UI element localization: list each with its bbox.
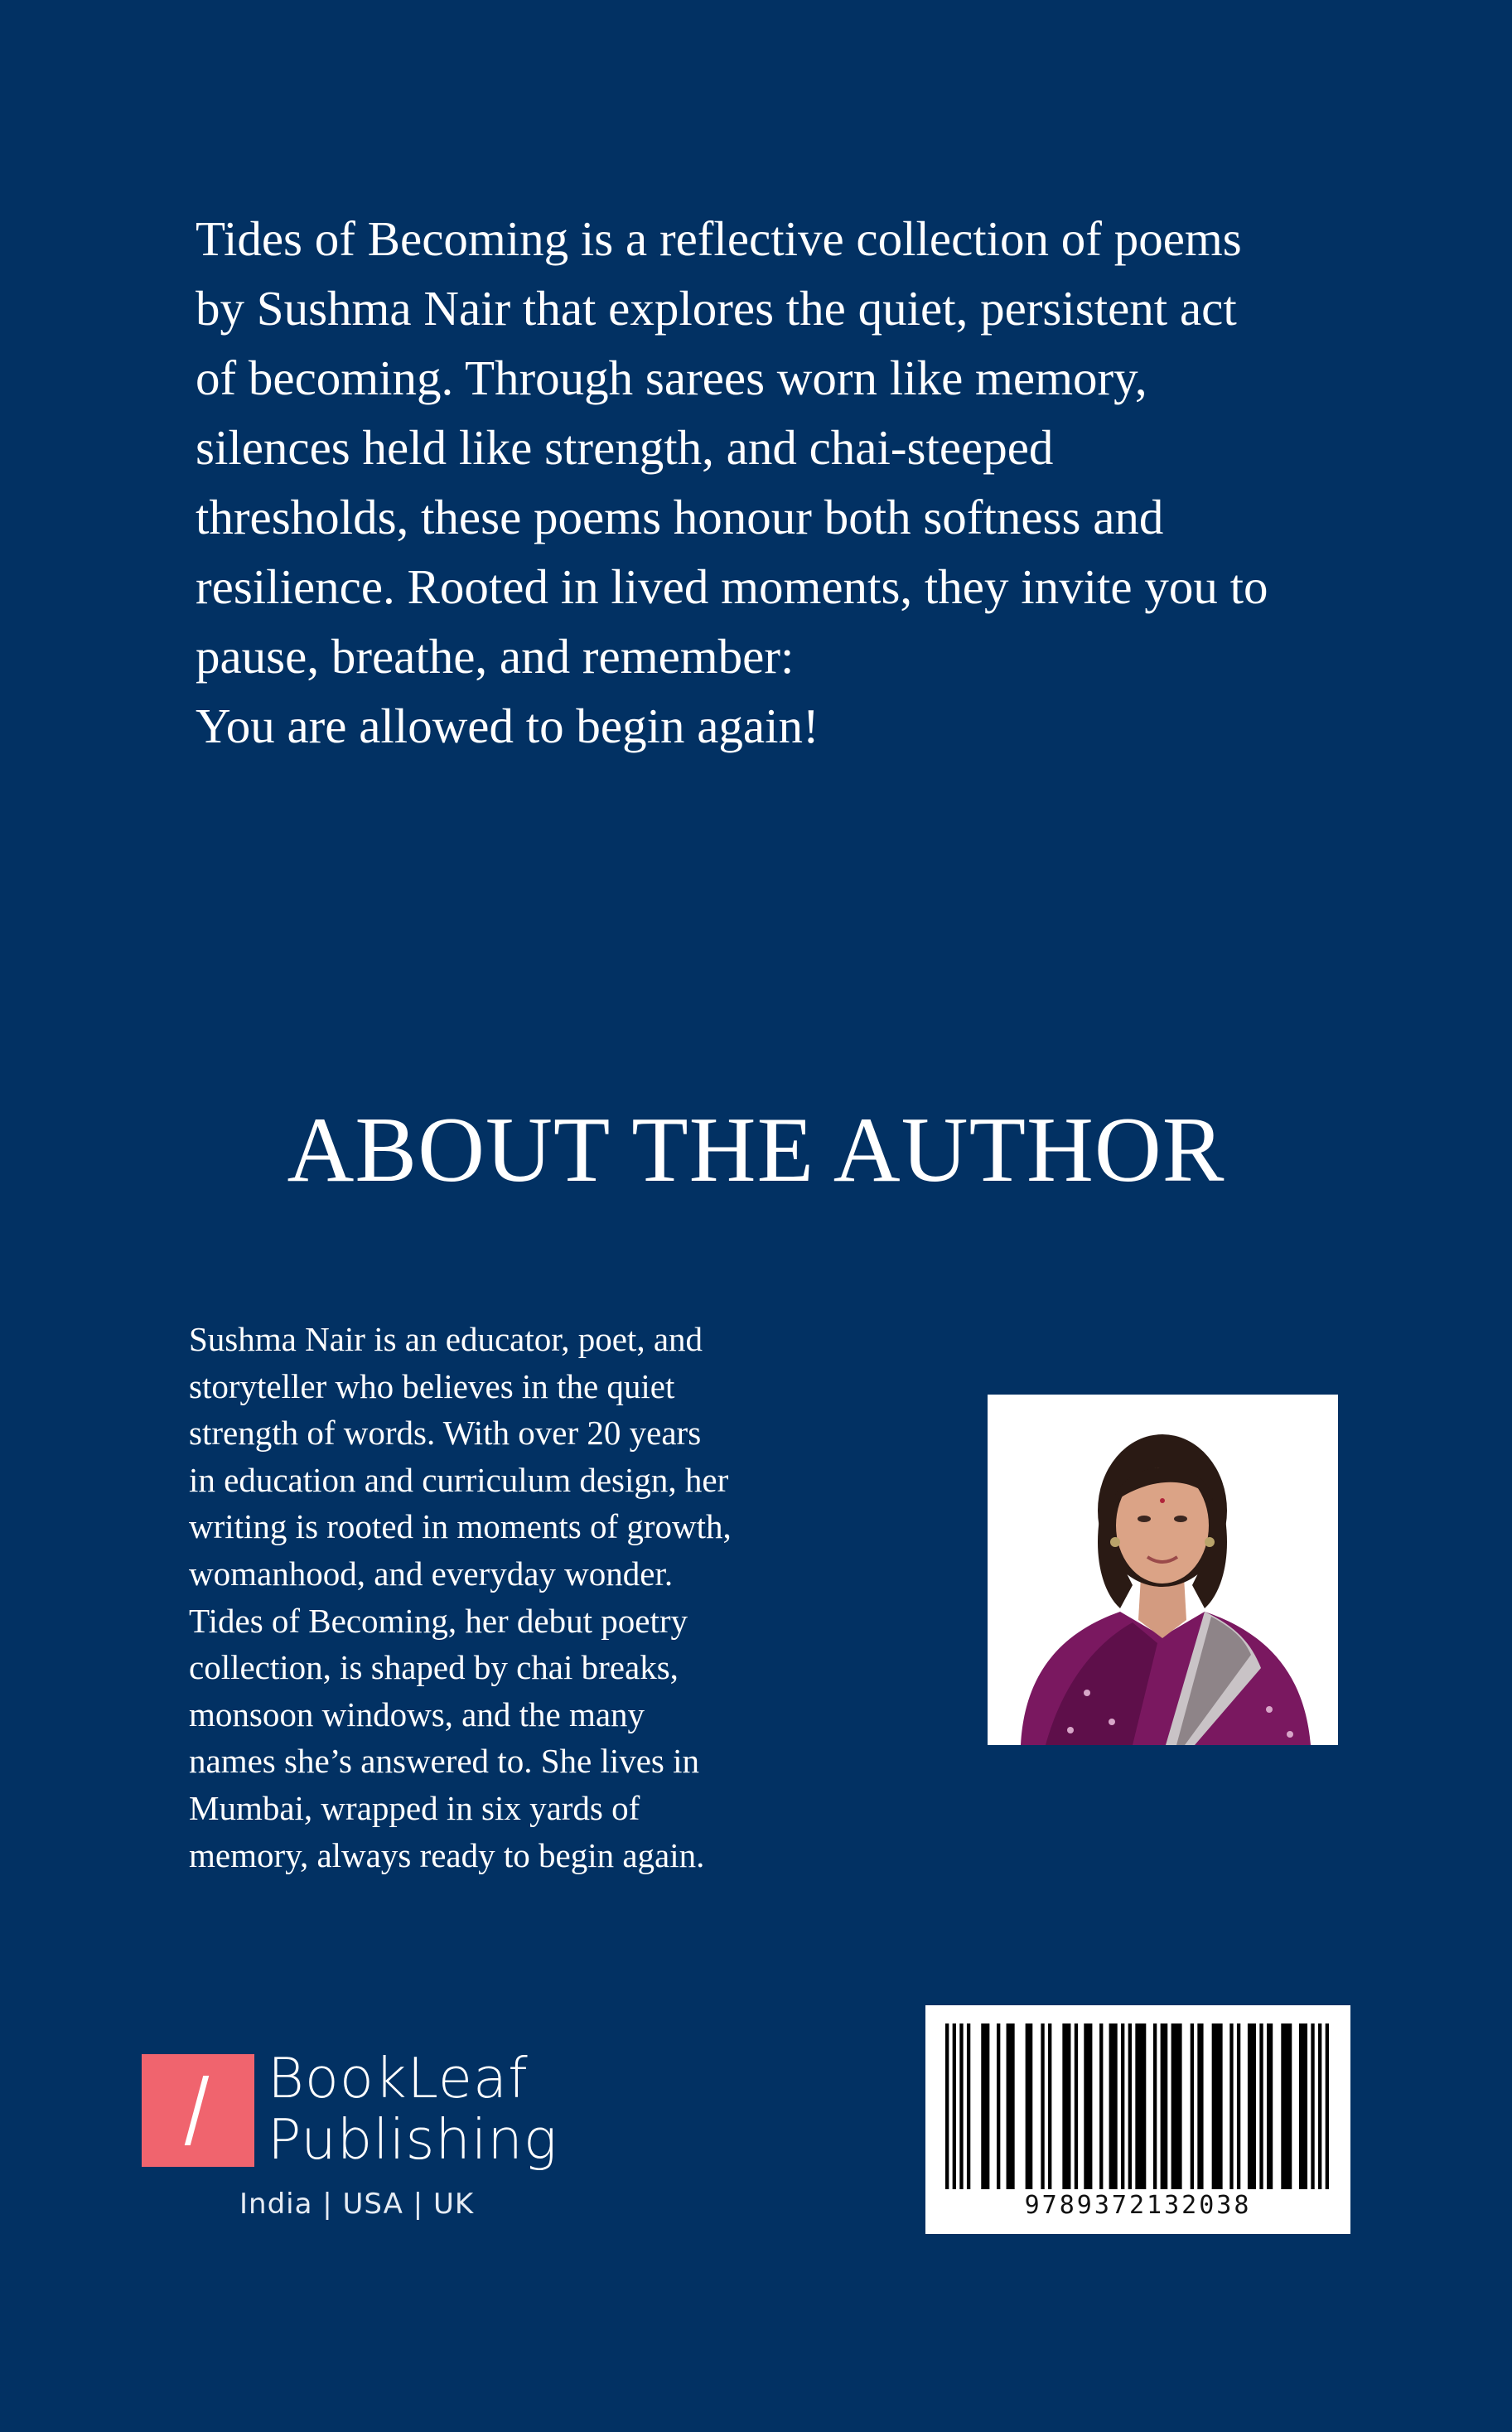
barcode-bar	[1281, 2023, 1292, 2189]
barcode-bar	[1318, 2023, 1321, 2189]
blurb-paragraph: Tides of Becoming is a reflective collection of poems by Sushma Nair that explores the quiet, persistent act of becoming. Through sarees worn like memory, silences held like strength, and chai-steeped thresholds, these poems honour both softness and resilience. Rooted in lived moments, they invite you to pause, breathe, and remember:	[196, 211, 1268, 684]
barcode-bar	[945, 2023, 949, 2189]
barcode-bar	[997, 2023, 1000, 2189]
barcode-bar	[1109, 2023, 1118, 2189]
barcode-bar	[1161, 2023, 1168, 2189]
publisher-name	[268, 2048, 558, 2170]
slash-icon	[185, 2076, 210, 2145]
author-bio: Sushma Nair is an educator, poet, and storyteller who believes in the quiet strength of words. With over 20 years in education and curriculum design, her writing is rooted in moments of growth, womanhood, and everyday wonder. Tides of Becoming, her debut poetry collection, is shaped by chai breaks, monsoon windows, and the many names she’s answered to. She lives in Mumbai, wrapped in six yards of memory, always ready to begin again.	[189, 1320, 732, 1874]
publisher-regions: India | USA | UK	[239, 2188, 475, 2221]
barcode-bar	[1171, 2023, 1182, 2189]
barcode-bar	[1237, 2023, 1240, 2189]
barcode-bar	[1026, 2023, 1033, 2189]
barcode-bar	[1197, 2023, 1203, 2189]
publisher-logo	[142, 2046, 572, 2236]
barcode-bar	[1084, 2023, 1092, 2189]
barcode-bar	[1153, 2023, 1157, 2189]
barcode-bar	[1299, 2023, 1307, 2189]
barcode-bar	[1248, 2023, 1256, 2189]
blurb-closing-line: You are allowed to begin again!	[196, 699, 819, 753]
about-author-heading: ABOUT THE AUTHOR	[287, 1099, 1225, 1201]
publisher-mark	[142, 2054, 254, 2167]
barcode-bar	[1267, 2023, 1273, 2189]
barcode-bar	[1075, 2023, 1078, 2189]
barcode-bar	[1062, 2023, 1070, 2189]
back-cover-blurb	[196, 204, 1273, 761]
publisher-name-line2: Publishing	[268, 2107, 558, 2172]
isbn-number: 9789372132038	[1024, 2191, 1252, 2220]
barcode-bar	[1128, 2023, 1132, 2189]
barcode-bar	[1229, 2023, 1233, 2189]
barcode-bar	[1048, 2023, 1051, 2189]
barcode-bar	[1191, 2023, 1194, 2189]
barcode-bar	[1326, 2023, 1329, 2189]
author-photo	[988, 1395, 1338, 1745]
barcode-bar	[967, 2023, 970, 2189]
isbn-barcode	[925, 2005, 1350, 2234]
barcode-bar	[1121, 2023, 1124, 2189]
barcode-bar	[1259, 2023, 1263, 2189]
barcode-bar	[1311, 2023, 1314, 2189]
author-portrait-illustration	[988, 1395, 1338, 1745]
barcode-bar	[1041, 2023, 1044, 2189]
barcode-bar	[1099, 2023, 1103, 2189]
barcode-bars	[945, 2023, 1329, 2189]
barcode-bar	[959, 2023, 963, 2189]
barcode-bar	[981, 2023, 989, 2189]
barcode-bar	[953, 2023, 956, 2189]
barcode-bar	[1212, 2023, 1223, 2189]
barcode-bar	[1007, 2023, 1015, 2189]
barcode-bar	[1135, 2023, 1146, 2189]
publisher-name-line1: BookLeaf	[268, 2046, 529, 2110]
